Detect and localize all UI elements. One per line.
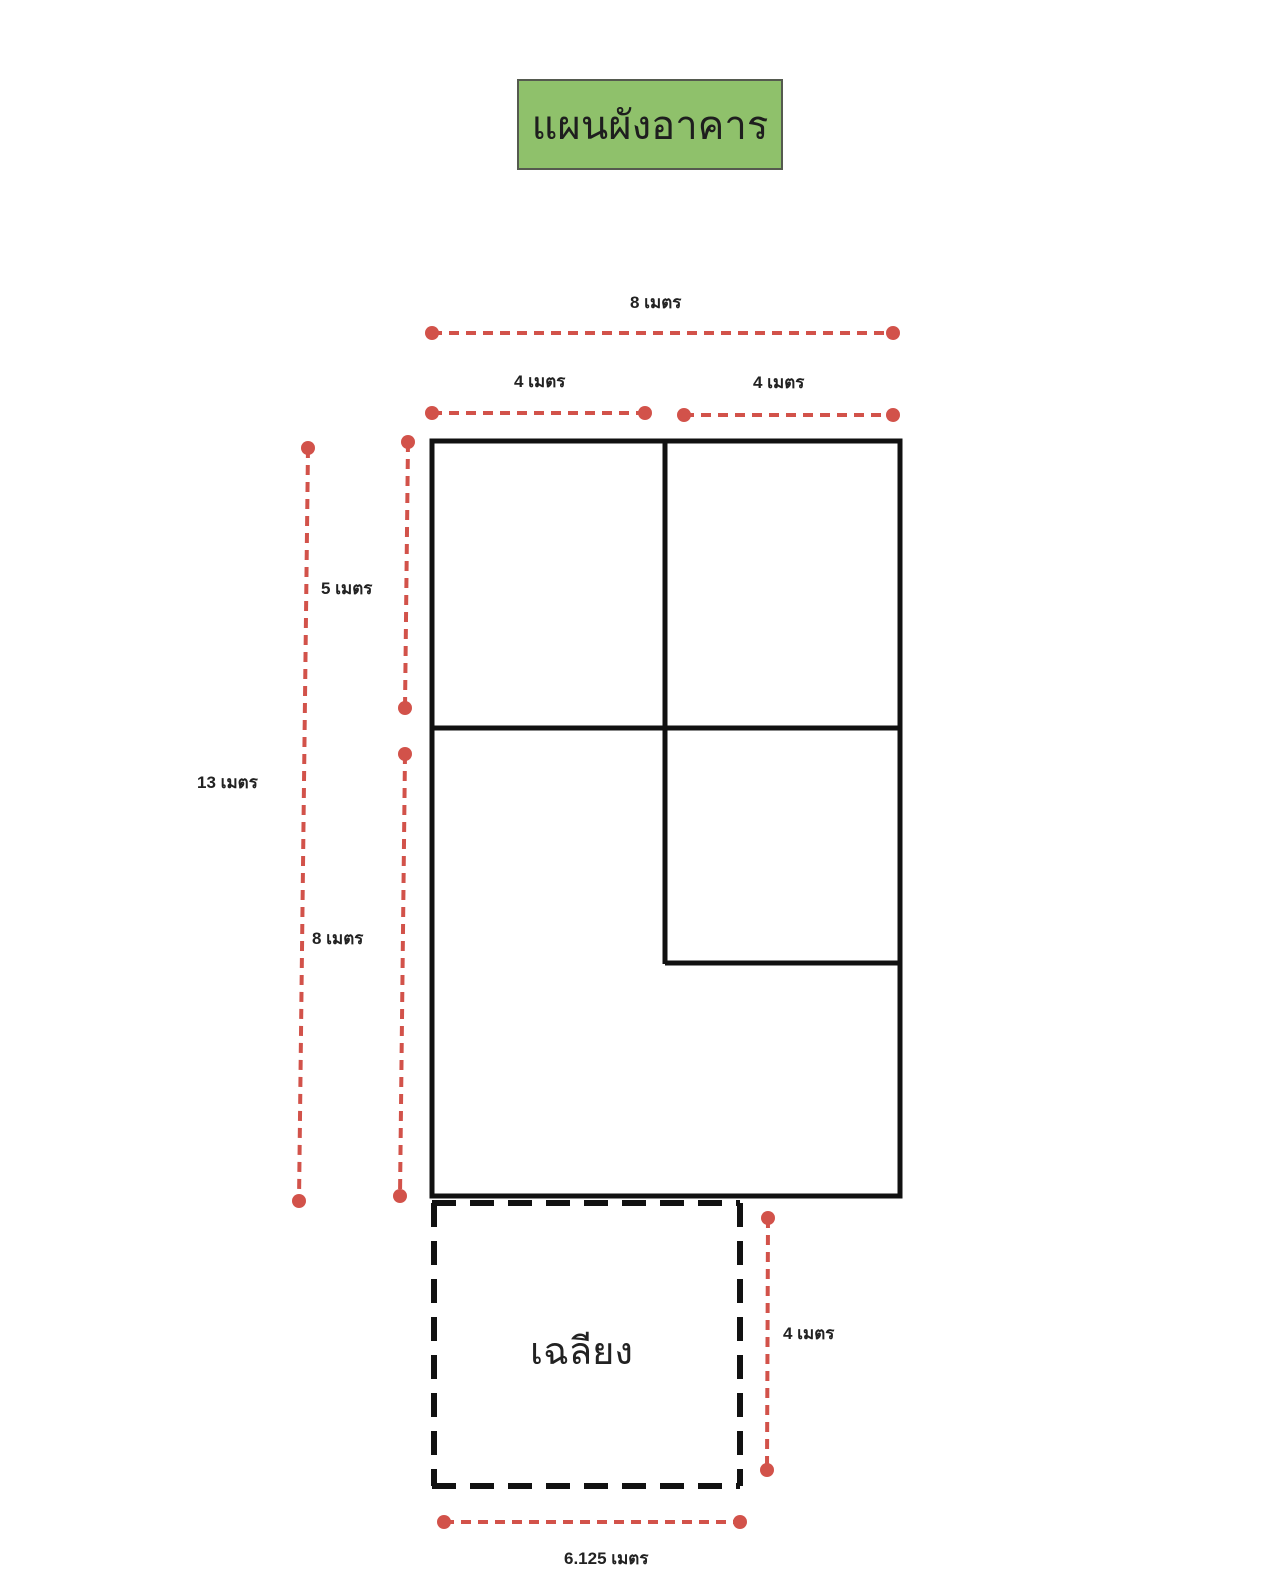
label-total-depth: 13 เมตร [197,773,258,792]
building-walls [432,441,900,1196]
dim-line-front-depth [405,442,408,708]
dim-line-total-depth [299,448,308,1201]
porch-label: เฉลียง [530,1329,633,1373]
label-porch-depth: 4 เมตร [783,1324,835,1343]
label-left-width: 4 เมตร [514,372,566,391]
label-rear-depth: 8 เมตร [312,929,364,948]
plan-title: แผนผังอาคาร [531,102,769,149]
label-total-width: 8 เมตร [630,293,682,312]
dim-line-rear-depth [400,754,405,1196]
label-porch-width: 6.125 เมตร [564,1549,649,1568]
dim-line-porch-depth [767,1218,768,1470]
label-front-depth: 5 เมตร [321,579,373,598]
label-right-width: 4 เมตร [753,373,805,392]
